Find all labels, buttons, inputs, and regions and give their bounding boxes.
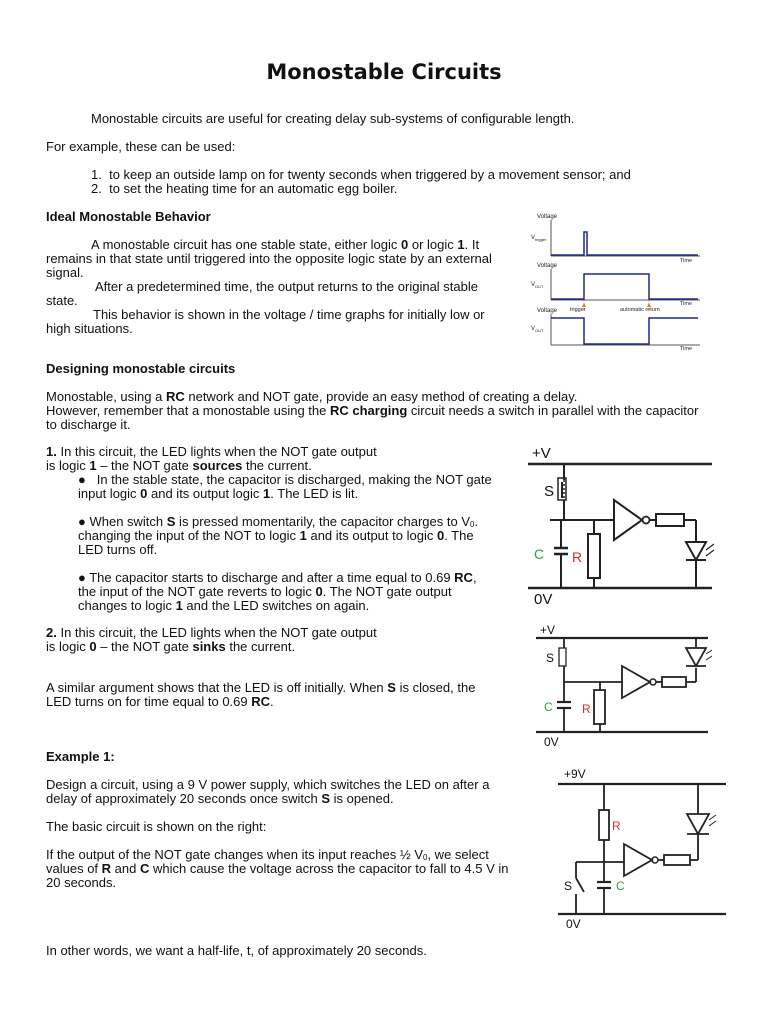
circuit1-bullet-line: changes to logic 1 and the LED switches on again. [78, 598, 370, 613]
graph-label-time: Time [680, 346, 693, 352]
example1-diagram [558, 764, 728, 934]
resistor-icon [588, 534, 600, 578]
not-gate-icon [624, 844, 652, 876]
voltage-time-graphs [528, 208, 718, 356]
section-heading-example: Example 1: [46, 749, 115, 764]
switch-icon [576, 878, 584, 892]
label-plus-v: +V [532, 445, 551, 462]
circuit1-line: 1. In this circuit, the LED lights when the NOT gate output [46, 444, 377, 459]
graph-label-voltage: Voltage [537, 263, 558, 269]
label-s: S [546, 651, 555, 665]
circuit1-bullet-line: input logic 0 and its output logic 1. The LED is lit. [78, 486, 359, 501]
example-line: 20 seconds. [46, 875, 117, 890]
ideal-paragraph-line: remains in that state until triggered into the opposite logic state by an external [46, 251, 492, 266]
resistor-icon [599, 810, 609, 840]
not-gate-icon [622, 666, 650, 698]
resistor-icon [664, 855, 690, 865]
circuit1-bullet-line: changing the input of the NOT to logic 1 and its output to logic 0. The [78, 528, 474, 543]
ideal-paragraph-line: A monostable circuit has one stable state, either logic 0 or logic 1. It [91, 237, 480, 252]
list-item-number: 2. [91, 181, 102, 196]
circuit1-bullet-line: ● In the stable state, the capacitor is discharged, making the NOT gate [78, 472, 492, 487]
output-pulse-low [551, 274, 698, 299]
graph-label-vtrigger: $V_{trigger}$ [531, 235, 547, 242]
switch-icon [559, 648, 566, 666]
label-c: C [544, 700, 553, 714]
ideal-paragraph-line: After a predetermined time, the output returns to the original stable [95, 279, 478, 294]
led-icon [686, 542, 706, 560]
circuit1-line: is logic 1 – the NOT gate sources the current. [46, 458, 312, 473]
label-plus-v: +V [540, 623, 556, 637]
label-zero-v: 0V [534, 591, 553, 608]
circuit1-bullet-line: LED turns off. [78, 542, 158, 557]
ideal-paragraph-line: signal. [46, 265, 84, 280]
example-line: delay of approximately 20 seconds once switch S is opened. [46, 791, 394, 806]
example-line: If the output of the NOT gate changes when its input reaches ½ $V_0$, we select [46, 847, 489, 862]
designing-line: Monostable, using a RC network and NOT gate, provide an easy method of creating a delay. [46, 389, 578, 404]
label-c: C [616, 879, 625, 893]
list-item-number: 1. [91, 167, 102, 182]
graph-label-time: Time [680, 301, 693, 307]
list-item-text: to keep an outside lamp on for twenty seconds when triggered by a movement sensor; and [109, 167, 631, 182]
graph-label-voltage: Voltage [537, 214, 558, 220]
circuit1-bullet-line: the input of the NOT gate reverts to logic 0. The NOT gate output [78, 584, 452, 599]
led-icon [686, 648, 706, 666]
section-heading-ideal: Ideal Monostable Behavior [46, 209, 211, 224]
label-r: R [572, 549, 583, 565]
not-gate-icon [614, 500, 642, 540]
page-title: Monostable Circuits [266, 60, 502, 84]
ideal-paragraph-line: high situations. [46, 321, 133, 336]
graph-label-vout: $V_{OUT}$ [531, 326, 544, 333]
label-zero-v: 0V [544, 735, 559, 749]
graph-label-voltage: Voltage [537, 308, 558, 314]
circuit1-bullet-line: ● The capacitor starts to discharge and after a time equal to 0.69 RC, [78, 570, 477, 585]
example-lead: For example, these can be used: [46, 139, 236, 154]
graph-label-auto-return: automatic return [620, 307, 660, 313]
designing-line: However, remember that a monostable using the RC charging circuit needs a switch in parallel with the capacitor [46, 403, 699, 418]
section-heading-designing: Designing monostable circuits [46, 361, 236, 376]
ideal-paragraph-line: state. [46, 293, 78, 308]
trigger-pulse [551, 232, 698, 255]
circuit1-diagram [528, 442, 718, 610]
example-line: values of R and C which cause the voltage across the capacitor to fall to 4.5 V in [46, 861, 509, 876]
circuit2-line: A similar argument shows that the LED is off initially. When S is closed, the [46, 680, 476, 695]
output-pulse-high [551, 318, 698, 344]
list-item-text: to set the heating time for an automatic egg boiler. [109, 181, 398, 196]
graph-label-time: Time [680, 258, 693, 264]
list-item [91, 182, 397, 196]
example-line: In other words, we want a half-life, t, of approximately 20 seconds. [46, 943, 427, 958]
label-r: R [612, 819, 621, 833]
circuit2-line: 2. In this circuit, the LED lights when the NOT gate output [46, 625, 377, 640]
circuit2-diagram [536, 620, 712, 750]
led-icon [687, 814, 709, 834]
label-r: R [582, 702, 591, 716]
graph-label-trigger: trigger [570, 307, 586, 313]
example-line: The basic circuit is shown on the right: [46, 819, 267, 834]
graph-label-vout: $V_{OUT}$ [531, 282, 544, 289]
label-plus-9v: +9V [564, 767, 586, 781]
resistor-icon [662, 677, 686, 687]
ideal-paragraph-line: This behavior is shown in the voltage / time graphs for initially low or [93, 307, 485, 322]
label-s: S [544, 483, 555, 500]
list-item [91, 168, 631, 182]
resistor-icon [656, 514, 684, 526]
circuit2-line: is logic 0 – the NOT gate sinks the current. [46, 639, 296, 654]
circuit1-bullet-line: ● When switch S is pressed momentarily, the capacitor charges to $V_0$. [78, 514, 479, 529]
designing-line: to discharge it. [46, 417, 131, 432]
example-line: Design a circuit, using a 9 V power supply, which switches the LED on after a [46, 777, 490, 792]
label-c: C [534, 546, 545, 562]
resistor-icon [594, 690, 605, 724]
label-zero-v: 0V [566, 917, 581, 931]
intro-text: Monostable circuits are useful for creating delay sub-systems of configurable length. [91, 111, 575, 126]
circuit2-line: LED turns on for time equal to 0.69 RC. [46, 694, 274, 709]
label-s: S [564, 879, 573, 893]
